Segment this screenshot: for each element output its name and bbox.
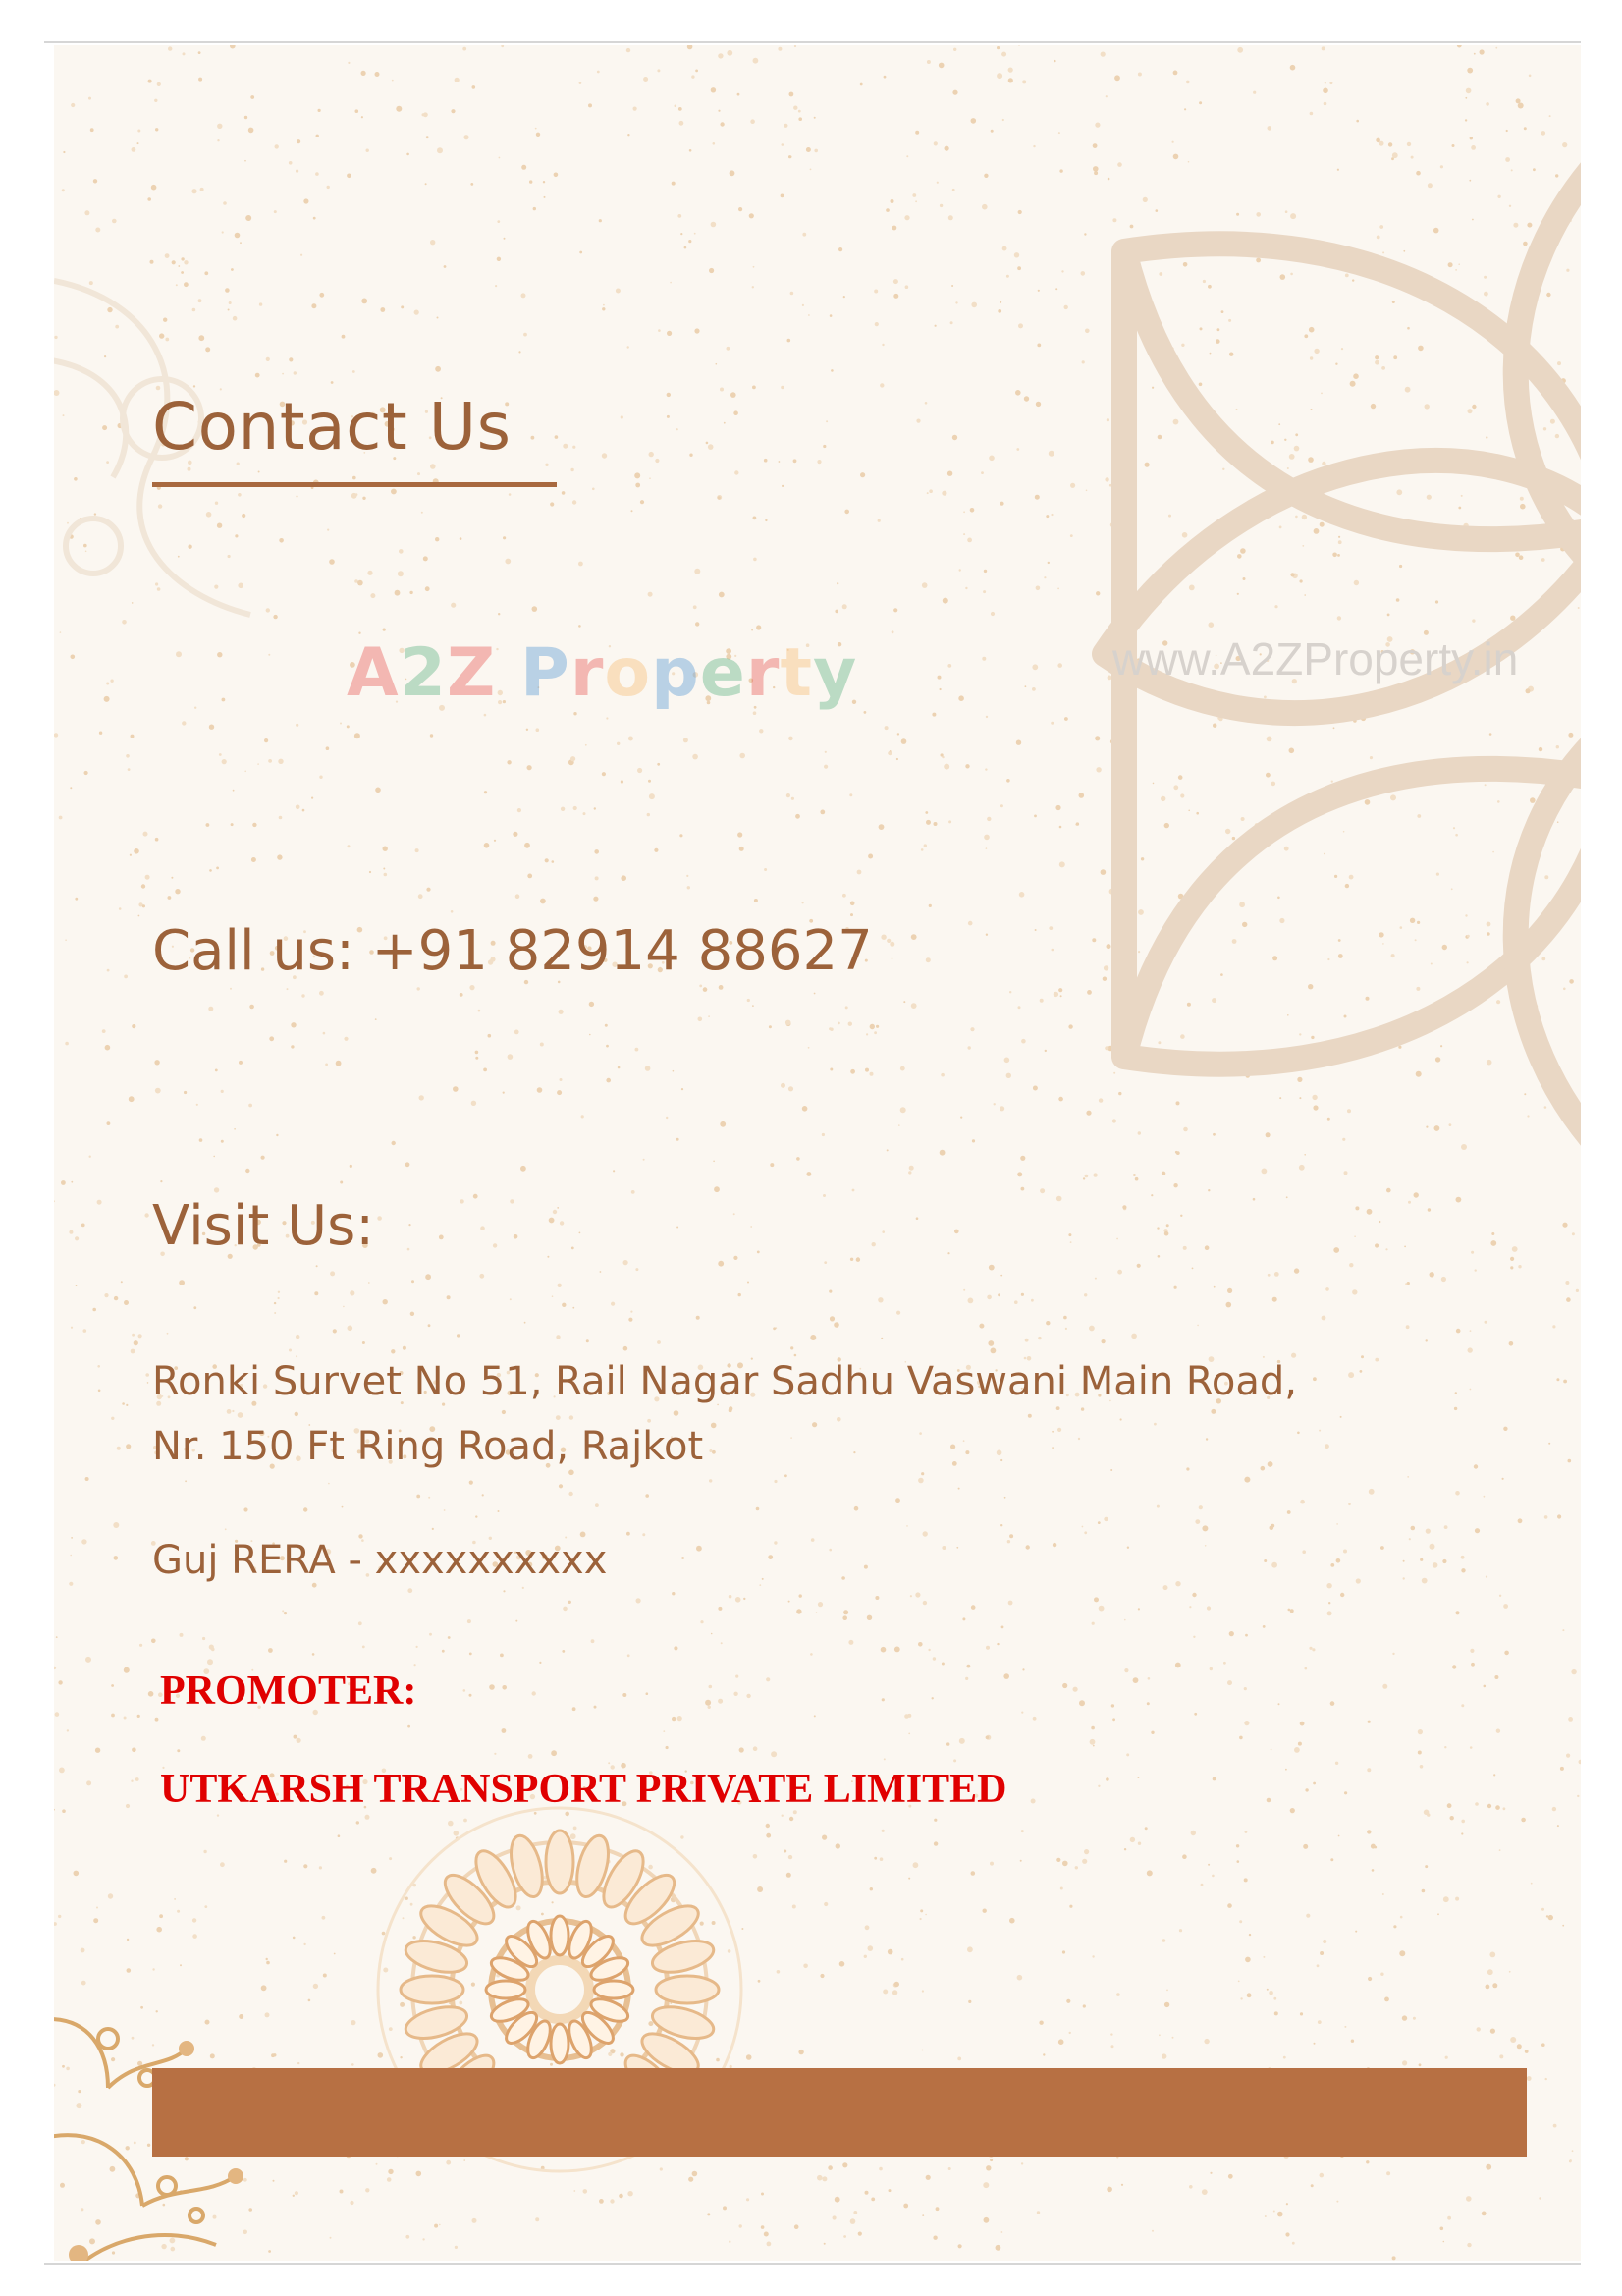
promoter-label: PROMOTER: [160, 1668, 417, 1714]
watermark-logo-letter: P [519, 634, 570, 712]
watermark-logo [347, 634, 857, 712]
watermark-logo-letter: o [604, 634, 652, 712]
watermark-logo-letter: t [780, 634, 813, 712]
watermark-logo-letter: 2 [399, 634, 447, 712]
watermark-logo-letter: r [745, 634, 781, 712]
watermark-url: www.A2ZProperty.in [1112, 633, 1519, 684]
watermark-logo-letter [496, 634, 520, 712]
top-border-line [44, 41, 1581, 43]
watermark-logo-letter: y [812, 634, 858, 712]
call-us-text: Call us: +91 82914 88627 [152, 919, 873, 983]
promoter-name: UTKARSH TRANSPORT PRIVATE LIMITED [160, 1767, 1007, 1812]
visit-us-heading: Visit Us: [152, 1194, 375, 1258]
rera-number: Guj RERA - xxxxxxxxxx [152, 1538, 608, 1583]
footer-color-bar [152, 2068, 1527, 2157]
address-line-1: Ronki Survet No 51, Rail Nagar Sadhu Vaswani Main Road, [152, 1359, 1297, 1404]
address-line-2: Nr. 150 Ft Ring Road, Rajkot [152, 1424, 704, 1469]
address-block [152, 1349, 1297, 1479]
watermark-logo-letter: p [651, 634, 700, 712]
brochure-page [54, 45, 1581, 2261]
watermark-logo-letter: A [347, 634, 400, 712]
watermark-logo-letter: r [569, 634, 605, 712]
watermark-logo-letter: Z [446, 634, 497, 712]
bottom-border-line [44, 2263, 1581, 2265]
page-title: Contact Us [152, 389, 512, 465]
watermark-logo-letter: e [699, 634, 746, 712]
title-underline [152, 482, 557, 487]
